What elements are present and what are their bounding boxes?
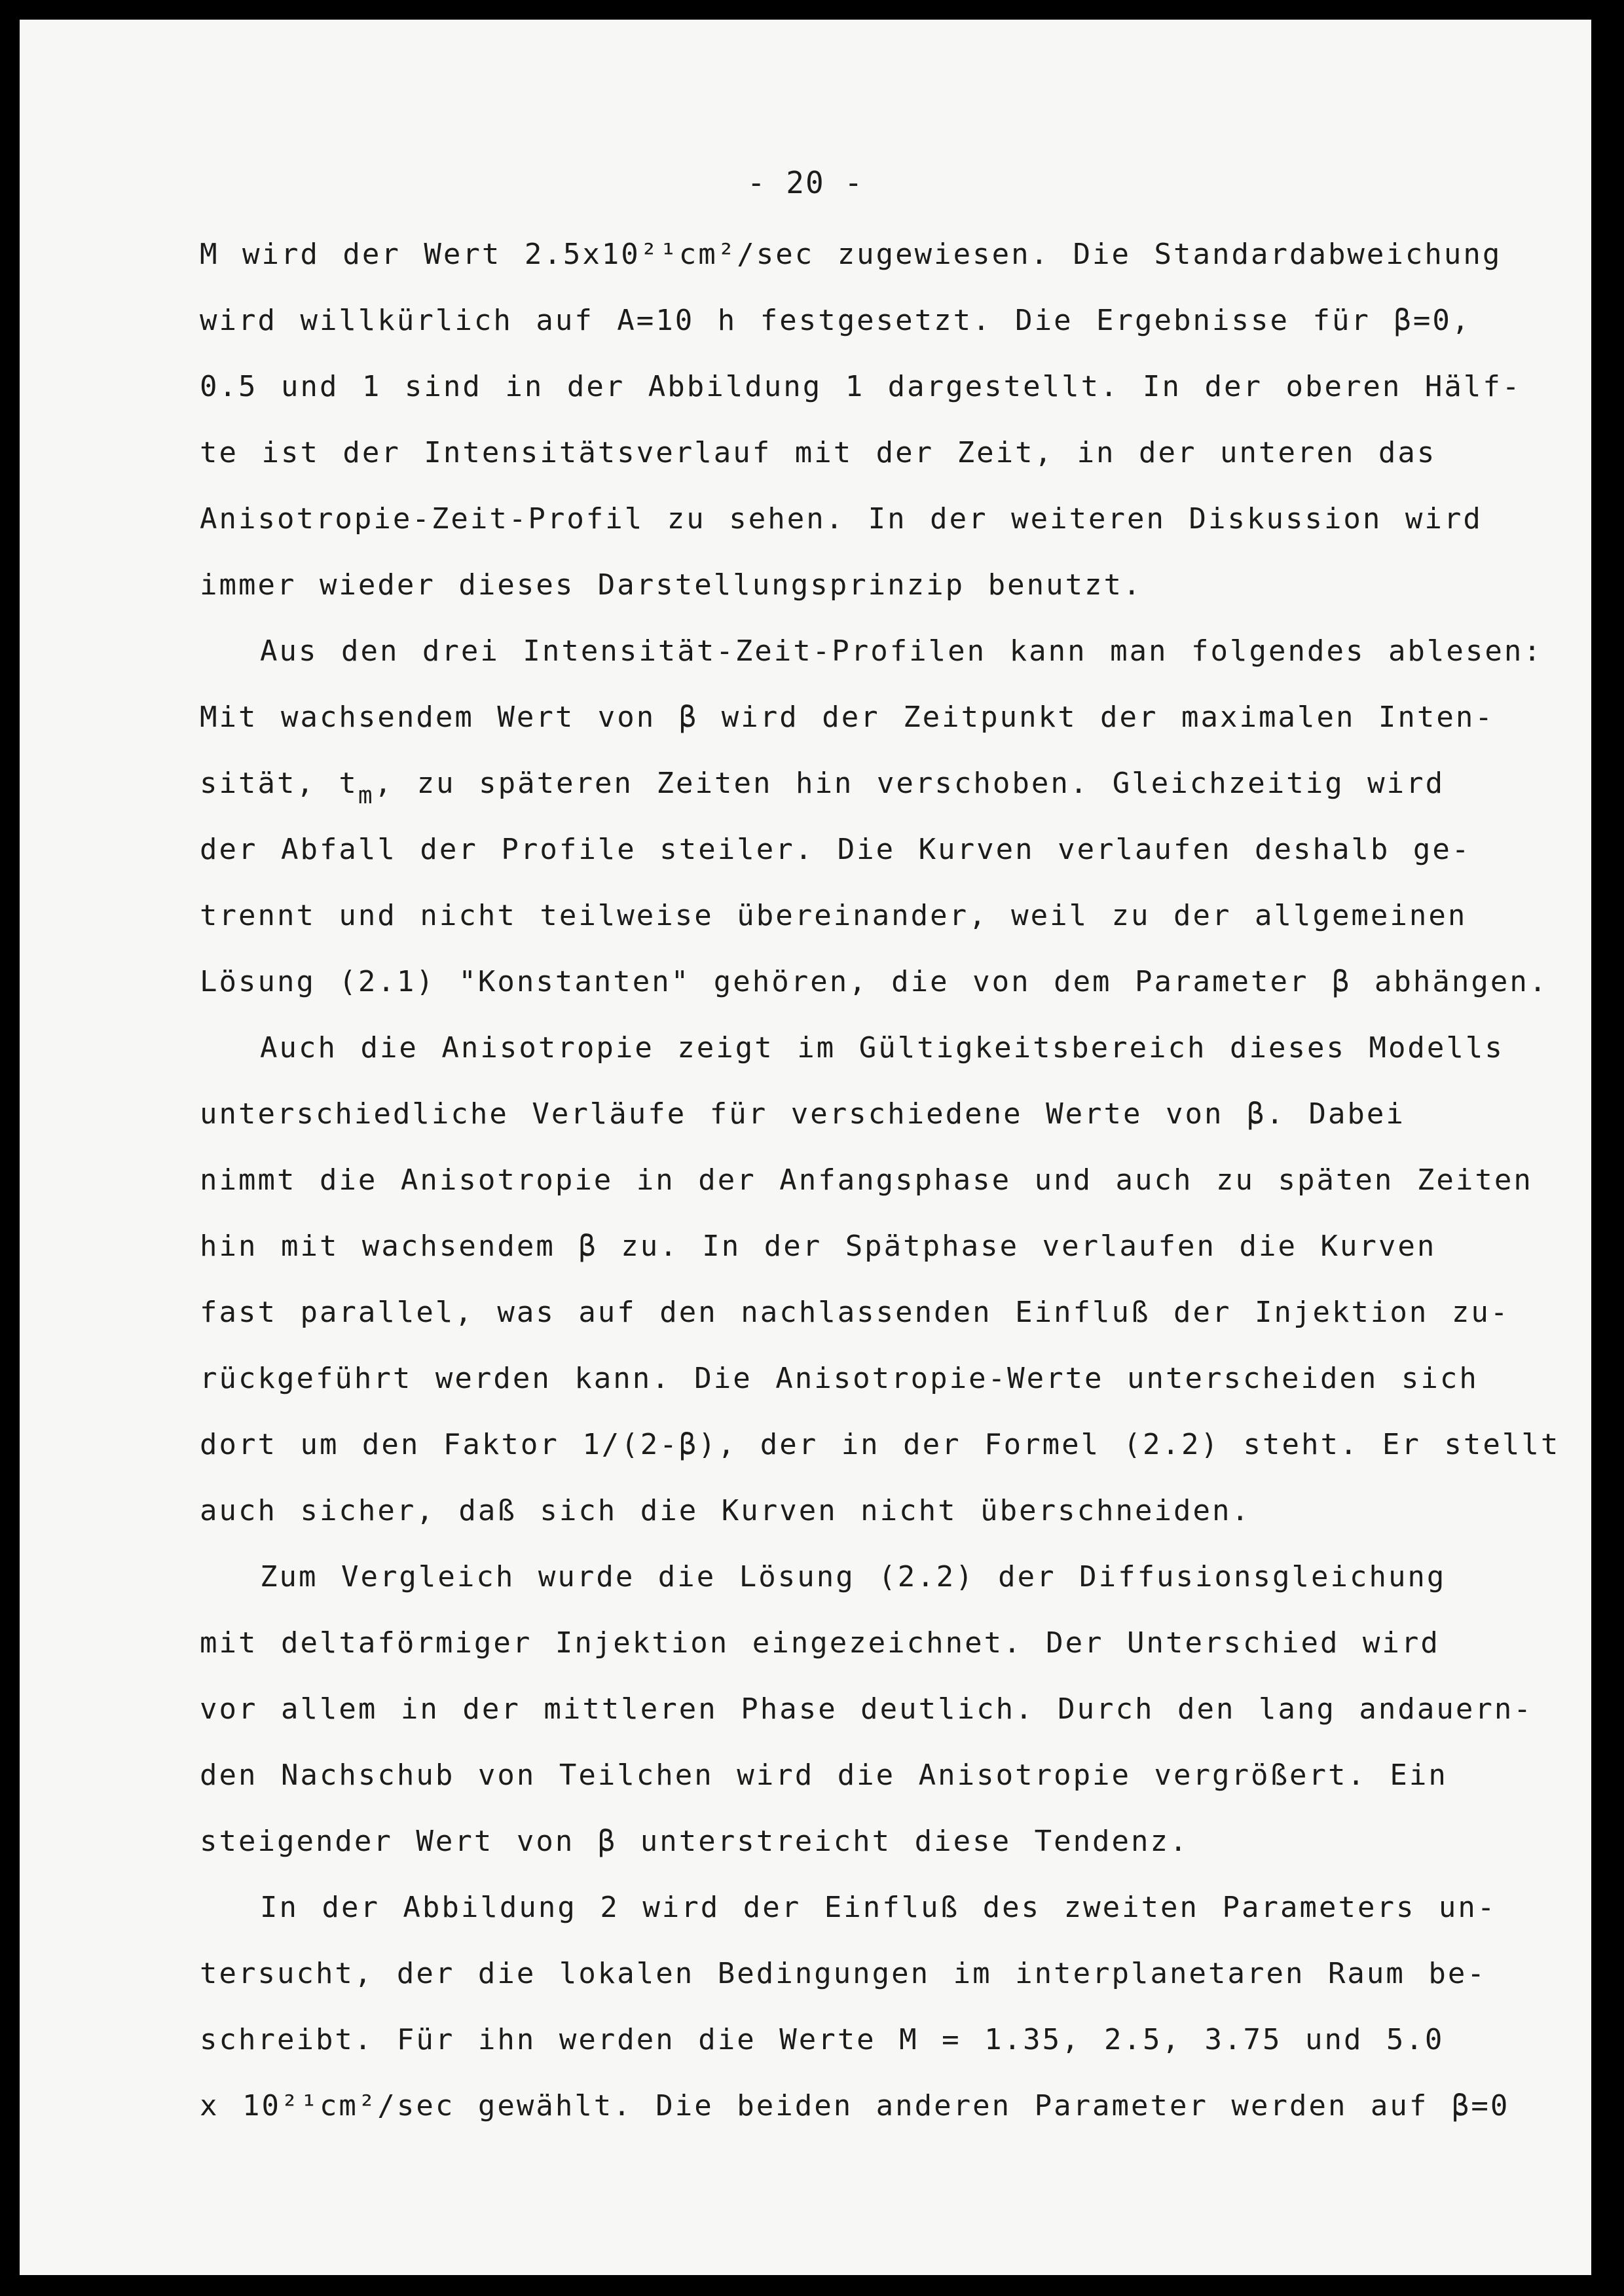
paragraph-start-line: In der Abbildung 2 wird der Einfluß des zweiten Parameters un-: [260, 1891, 1497, 1924]
text-line: M wird der Wert 2.5x10²¹cm²/sec zugewiesen. Die Standardabweichung: [200, 238, 1502, 271]
paragraph-start-line: Aus den drei Intensität-Zeit-Profilen kann man folgendes ablesen:: [260, 634, 1543, 668]
body-text: [200, 221, 1595, 2139]
text-line: te ist der Intensitätsverlauf mit der Zeit, in der unteren das: [200, 436, 1437, 469]
text-line: wird willkürlich auf A=10 h festgesetzt. Die Ergebnisse für β=0,: [200, 304, 1471, 337]
text-line: mit deltaförmiger Injektion eingezeichnet. Der Unterschied wird: [200, 1626, 1440, 1660]
text-line: hin mit wachsendem β zu. In der Spätphase verlaufen die Kurven: [200, 1230, 1437, 1263]
text-line: Anisotropie-Zeit-Profil zu sehen. In der weiteren Diskussion wird: [200, 502, 1483, 536]
text-line: schreibt. Für ihn werden die Werte M = 1.35, 2.5, 3.75 und 5.0: [200, 2023, 1445, 2056]
text-line: auch sicher, daß sich die Kurven nicht überschneiden.: [200, 1494, 1251, 1527]
text-line: trennt und nicht teilweise übereinander, weil zu der allgemeinen: [200, 899, 1467, 932]
document-page: [20, 20, 1591, 2275]
text-line: Lösung (2.1) "Konstanten" gehören, die von dem Parameter β abhängen.: [200, 965, 1549, 998]
text-line: den Nachschub von Teilchen wird die Anisotropie vergrößert. Ein: [200, 1758, 1448, 1792]
paragraph-start-line: Zum Vergleich wurde die Lösung (2.2) der Diffusionsgleichung: [260, 1560, 1447, 1594]
text-line: sität, $t_m$, zu späteren Zeiten hin verschoben. Gleichzeitig wird: [200, 767, 1445, 810]
text-line: fast parallel, was auf den nachlassenden Einfluß der Injektion zu-: [200, 1296, 1510, 1329]
text-line: der Abfall der Profile steiler. Die Kurven verlaufen deshalb ge-: [200, 833, 1471, 866]
text-line: 0.5 und 1 sind in der Abbildung 1 dargestellt. In der oberen Hälf-: [200, 370, 1522, 403]
text-line: vor allem in der mittleren Phase deutlich. Durch den lang andauern-: [200, 1692, 1533, 1726]
paragraph-start-line: Auch die Anisotropie zeigt im Gültigkeitsbereich dieses Modells: [260, 1031, 1504, 1065]
text-line: rückgeführt werden kann. Die Anisotropie-Werte unterscheiden sich: [200, 1362, 1479, 1395]
text-line: x 10²¹cm²/sec gewählt. Die beiden anderen Parameter werden auf β=0: [200, 2089, 1510, 2123]
page-number: - 20 -: [747, 165, 864, 200]
text-line: unterschiedliche Verläufe für verschiedene Werte von β. Dabei: [200, 1097, 1405, 1131]
text-line: tersucht, der die lokalen Bedingungen im interplanetaren Raum be-: [200, 1957, 1486, 1990]
text-line: Mit wachsendem Wert von β wird der Zeitpunkt der maximalen Inten-: [200, 701, 1494, 734]
subscript-m: m: [358, 782, 375, 810]
text-line: immer wieder dieses Darstellungsprinzip benutzt.: [200, 568, 1143, 602]
text-line: nimmt die Anisotropie in der Anfangsphase und auch zu späten Zeiten: [200, 1163, 1533, 1197]
text-line: steigender Wert von β unterstreicht diese Tendenz.: [200, 1825, 1189, 1858]
text-line: dort um den Faktor 1/(2-β), der in der Formel (2.2) steht. Er stellt: [200, 1428, 1560, 1461]
